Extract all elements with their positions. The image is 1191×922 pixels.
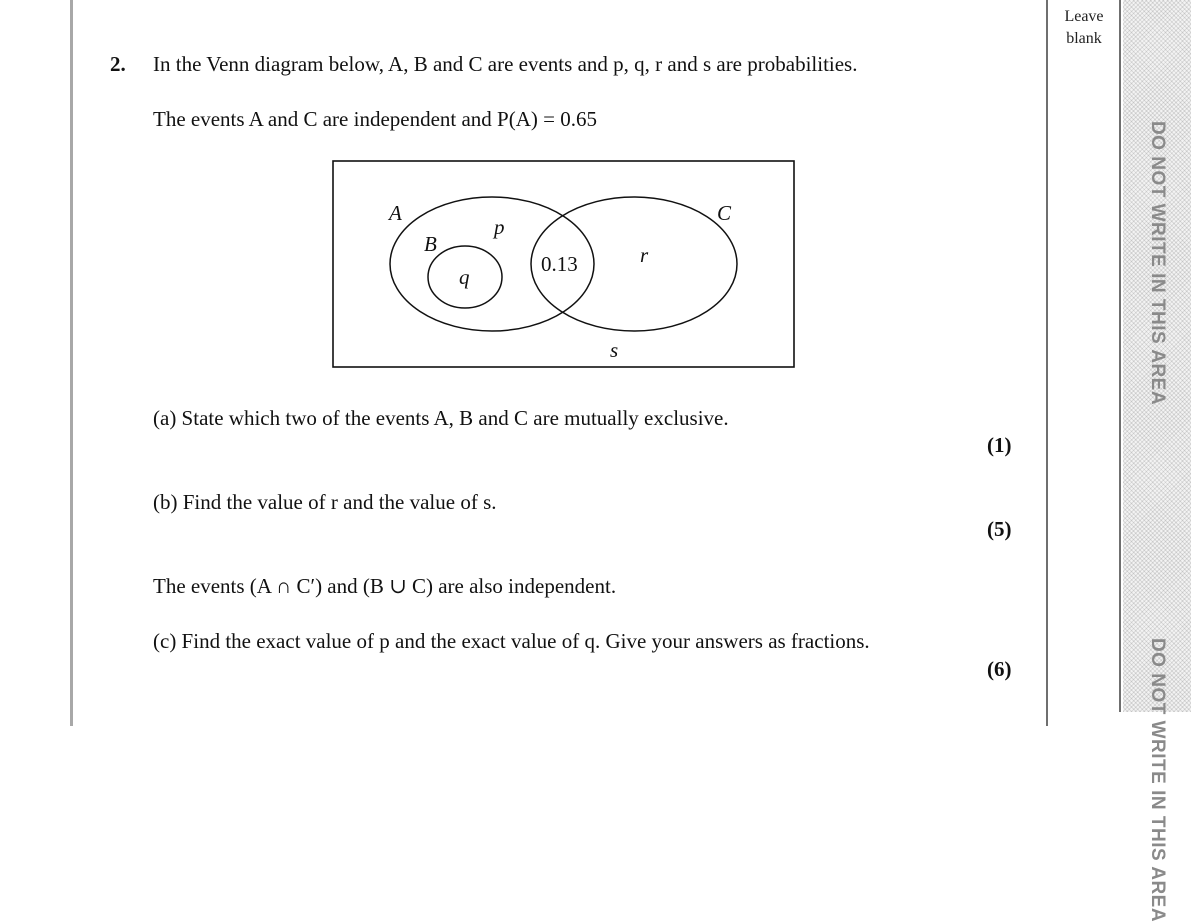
leave-blank-label: Leave blank — [1064, 8, 1104, 47]
question-intro: In the Venn diagram below, A, B and C are events and p, q, r and s are probabilities. — [153, 52, 858, 76]
independence-statement: The events A and C are independent and P(A) = 0.65 — [153, 107, 597, 131]
venn-label-r: r — [640, 243, 649, 267]
part-a-marks: (1) — [987, 433, 1012, 457]
question-number: 2. — [110, 52, 126, 76]
venn-label-s: s — [610, 338, 619, 362]
leave-blank-column — [1048, 0, 1121, 712]
independence-statement-2: The events (A ∩ C′) and (B ∪ C) are also independent. — [153, 574, 617, 598]
part-c-marks: (6) — [987, 657, 1012, 681]
part-a-text: (a) State which two of the events A, B and C are mutually exclusive. — [153, 406, 729, 430]
venn-label-q: q — [459, 265, 470, 289]
venn-intersection-value: 0.13 — [541, 252, 578, 276]
venn-label-p: p — [494, 215, 505, 239]
part-b-marks: (5) — [987, 517, 1012, 541]
venn-label-a: A — [389, 201, 402, 225]
part-b-text: (b) Find the value of r and the value of s. — [153, 490, 497, 514]
do-not-write-notice: DO NOT WRITE IN THIS AREA — [1147, 120, 1168, 406]
venn-label-c: C — [717, 201, 732, 225]
venn-diagram — [320, 150, 800, 372]
venn-label-b: B — [424, 232, 437, 256]
do-not-write-notice-2: DO NOT WRITE IN THIS AREA — [1147, 637, 1168, 922]
part-c-text: (c) Find the exact value of p and the exact value of q. Give your answers as fractions. — [153, 629, 870, 653]
